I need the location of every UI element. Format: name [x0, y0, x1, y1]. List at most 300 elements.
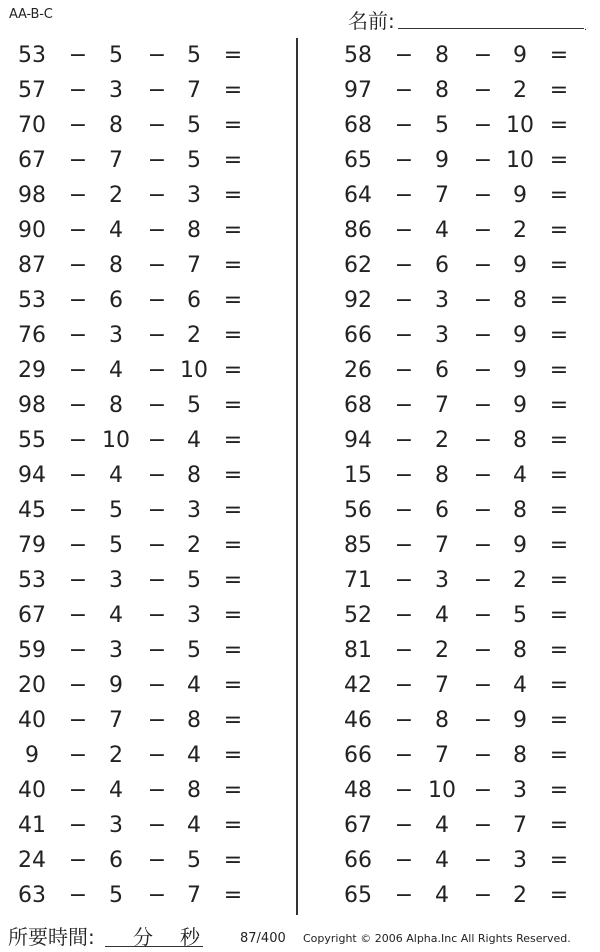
minus-sign: −: [147, 323, 167, 348]
minus-sign: −: [147, 358, 167, 383]
equals-sign: =: [549, 218, 569, 243]
operand: 5: [187, 43, 201, 68]
problem-row: [336, 633, 576, 668]
operand: 46: [344, 708, 372, 733]
equals-sign: =: [549, 113, 569, 138]
minus-sign: −: [394, 463, 414, 488]
operand: 7: [435, 533, 449, 558]
problem-row: [10, 283, 250, 318]
minus-sign: −: [473, 603, 493, 628]
equals-sign: =: [223, 253, 243, 278]
problem-row: [10, 143, 250, 178]
minus-sign: −: [147, 498, 167, 523]
minus-sign: −: [394, 148, 414, 173]
minus-sign: −: [394, 498, 414, 523]
operand: 2: [513, 78, 527, 103]
operand: 5: [187, 113, 201, 138]
minus-sign: −: [68, 78, 88, 103]
operand: 7: [109, 148, 123, 173]
operand: 9: [513, 533, 527, 558]
problem-row: [10, 213, 250, 248]
minus-sign: −: [147, 813, 167, 838]
equals-sign: =: [223, 358, 243, 383]
operand: 15: [344, 463, 372, 488]
problem-row: [10, 598, 250, 633]
problem-row: [336, 178, 576, 213]
problem-row: [336, 73, 576, 108]
minus-sign: −: [394, 43, 414, 68]
operand: 48: [344, 778, 372, 803]
minus-sign: −: [473, 253, 493, 278]
name-underline: [398, 28, 584, 29]
operand: 3: [435, 323, 449, 348]
minus-sign: −: [473, 43, 493, 68]
minus-sign: −: [147, 568, 167, 593]
operand: 2: [435, 638, 449, 663]
problem-row: [336, 108, 576, 143]
operand: 3: [513, 848, 527, 873]
operand: 55: [18, 428, 46, 453]
operand: 10: [428, 778, 456, 803]
equals-sign: =: [549, 603, 569, 628]
minus-sign: −: [68, 638, 88, 663]
minus-sign: −: [68, 358, 88, 383]
operand: 5: [187, 393, 201, 418]
equals-sign: =: [549, 638, 569, 663]
minus-sign: −: [394, 743, 414, 768]
operand: 10: [506, 148, 534, 173]
operand: 6: [435, 358, 449, 383]
operand: 3: [109, 568, 123, 593]
problem-row: [336, 388, 576, 423]
problem-row: [10, 458, 250, 493]
equals-sign: =: [549, 428, 569, 453]
operand: 42: [344, 673, 372, 698]
footer: [0, 918, 600, 952]
minus-sign: −: [68, 288, 88, 313]
equals-sign: =: [223, 638, 243, 663]
minus-sign: −: [147, 78, 167, 103]
equals-sign: =: [549, 883, 569, 908]
minus-sign: −: [473, 813, 493, 838]
problem-row: [336, 283, 576, 318]
operand: 26: [344, 358, 372, 383]
operand: 67: [18, 148, 46, 173]
operand: 8: [513, 498, 527, 523]
problem-row: [10, 703, 250, 738]
problem-row: [336, 458, 576, 493]
equals-sign: =: [549, 288, 569, 313]
operand: 8: [513, 428, 527, 453]
operand: 8: [187, 708, 201, 733]
operand: 9: [513, 43, 527, 68]
operand: 4: [435, 218, 449, 243]
operand: 40: [18, 778, 46, 803]
minus-sign: −: [473, 78, 493, 103]
minus-sign: −: [394, 568, 414, 593]
operand: 98: [18, 183, 46, 208]
equals-sign: =: [223, 183, 243, 208]
equals-sign: =: [223, 743, 243, 768]
minus-sign: −: [68, 463, 88, 488]
operand: 8: [109, 393, 123, 418]
minus-sign: −: [394, 533, 414, 558]
operand: 2: [513, 568, 527, 593]
minus-sign: −: [147, 428, 167, 453]
operand: 7: [435, 393, 449, 418]
minus-sign: −: [473, 778, 493, 803]
minus-sign: −: [394, 218, 414, 243]
minus-sign: −: [68, 148, 88, 173]
operand: 4: [109, 778, 123, 803]
operand: 7: [513, 813, 527, 838]
minus-sign: −: [147, 113, 167, 138]
operand: 5: [109, 498, 123, 523]
operand: 86: [344, 218, 372, 243]
operand: 7: [435, 673, 449, 698]
minus-sign: −: [473, 498, 493, 523]
problem-row: [10, 353, 250, 388]
operand: 5: [513, 603, 527, 628]
equals-sign: =: [223, 463, 243, 488]
problem-row: [10, 318, 250, 353]
minus-sign: −: [394, 183, 414, 208]
operand: 6: [435, 498, 449, 523]
problem-row: [10, 108, 250, 143]
equals-sign: =: [223, 708, 243, 733]
operand: 70: [18, 113, 46, 138]
problem-row: [336, 213, 576, 248]
operand: 8: [109, 113, 123, 138]
operand: 5: [109, 533, 123, 558]
problem-row: [10, 178, 250, 213]
equals-sign: =: [223, 568, 243, 593]
problem-row: [336, 738, 576, 773]
minus-sign: −: [473, 743, 493, 768]
minus-sign: −: [473, 393, 493, 418]
operand: 4: [435, 848, 449, 873]
operand: 9: [109, 673, 123, 698]
minus-sign: −: [147, 218, 167, 243]
equals-sign: =: [223, 78, 243, 103]
equals-sign: =: [549, 43, 569, 68]
problem-row: [10, 773, 250, 808]
operand: 40: [18, 708, 46, 733]
minus-sign: −: [394, 673, 414, 698]
operand: 20: [18, 673, 46, 698]
minus-sign: −: [147, 253, 167, 278]
operand: 8: [435, 78, 449, 103]
operand: 87: [18, 253, 46, 278]
problem-row: [336, 808, 576, 843]
equals-sign: =: [223, 218, 243, 243]
equals-sign: =: [549, 673, 569, 698]
column-divider: [296, 38, 298, 915]
problem-row: [336, 703, 576, 738]
problem-row: [336, 143, 576, 178]
operand: 66: [344, 743, 372, 768]
problem-row: [10, 388, 250, 423]
operand: 65: [344, 148, 372, 173]
name-label: 名前:: [348, 9, 395, 33]
operand: 8: [435, 708, 449, 733]
minus-sign: −: [68, 428, 88, 453]
operand: 4: [109, 603, 123, 628]
equals-sign: =: [549, 778, 569, 803]
operand: 2: [513, 218, 527, 243]
equals-sign: =: [549, 148, 569, 173]
minus-sign: −: [394, 358, 414, 383]
operand: 4: [435, 883, 449, 908]
operand: 24: [18, 848, 46, 873]
operand: 9: [513, 708, 527, 733]
operand: 90: [18, 218, 46, 243]
equals-sign: =: [223, 148, 243, 173]
minus-sign: −: [147, 883, 167, 908]
seconds-label: 秒: [180, 925, 200, 949]
minus-sign: −: [147, 288, 167, 313]
operand: 8: [435, 463, 449, 488]
problem-row: [10, 248, 250, 283]
operand: 2: [109, 183, 123, 208]
minus-sign: −: [68, 673, 88, 698]
operand: 85: [344, 533, 372, 558]
operand: 3: [435, 288, 449, 313]
operand: 3: [109, 813, 123, 838]
minus-sign: −: [147, 393, 167, 418]
operand: 5: [435, 113, 449, 138]
operand: 5: [187, 148, 201, 173]
problem-row: [10, 633, 250, 668]
operand: 68: [344, 113, 372, 138]
operand: 2: [513, 883, 527, 908]
minus-sign: −: [147, 848, 167, 873]
minus-sign: −: [68, 708, 88, 733]
operand: 3: [109, 323, 123, 348]
minus-sign: −: [394, 113, 414, 138]
operand: 9: [513, 183, 527, 208]
minus-sign: −: [68, 393, 88, 418]
operand: 9: [25, 743, 39, 768]
minus-sign: −: [68, 323, 88, 348]
operand: 3: [513, 778, 527, 803]
operand: 7: [435, 183, 449, 208]
equals-sign: =: [549, 78, 569, 103]
problem-row: [10, 843, 250, 878]
operand: 9: [513, 253, 527, 278]
operand: 68: [344, 393, 372, 418]
worksheet-code: AA-B-C: [9, 7, 53, 22]
operand: 8: [513, 288, 527, 313]
operand: 7: [435, 743, 449, 768]
operand: 2: [435, 428, 449, 453]
operand: 71: [344, 568, 372, 593]
operand: 4: [435, 813, 449, 838]
minus-sign: −: [68, 253, 88, 278]
problem-row: [336, 528, 576, 563]
operand: 3: [187, 603, 201, 628]
problem-row: [10, 38, 250, 73]
minus-sign: −: [68, 743, 88, 768]
minus-sign: −: [147, 673, 167, 698]
operand: 10: [102, 428, 130, 453]
minus-sign: −: [68, 778, 88, 803]
operand: 10: [180, 358, 208, 383]
operand: 98: [18, 393, 46, 418]
operand: 7: [187, 253, 201, 278]
problem-row: [10, 73, 250, 108]
operand: 8: [513, 743, 527, 768]
operand: 66: [344, 848, 372, 873]
problem-row: [336, 598, 576, 633]
minus-sign: −: [68, 603, 88, 628]
operand: 29: [18, 358, 46, 383]
name-end-mark: .: [584, 22, 588, 33]
minus-sign: −: [473, 113, 493, 138]
minus-sign: −: [394, 883, 414, 908]
time-required-label: 所要時間:: [8, 925, 95, 949]
minus-sign: −: [473, 323, 493, 348]
operand: 92: [344, 288, 372, 313]
minus-sign: −: [473, 358, 493, 383]
minus-sign: −: [394, 708, 414, 733]
operand: 4: [513, 673, 527, 698]
operand: 94: [344, 428, 372, 453]
problem-row: [10, 808, 250, 843]
problem-row: [336, 38, 576, 73]
minus-sign: −: [394, 603, 414, 628]
operand: 76: [18, 323, 46, 348]
minus-sign: −: [394, 638, 414, 663]
operand: 45: [18, 498, 46, 523]
equals-sign: =: [223, 848, 243, 873]
equals-sign: =: [223, 43, 243, 68]
minus-sign: −: [473, 428, 493, 453]
operand: 97: [344, 78, 372, 103]
equals-sign: =: [223, 673, 243, 698]
problem-row: [10, 528, 250, 563]
operand: 10: [506, 113, 534, 138]
operand: 59: [18, 638, 46, 663]
operand: 9: [513, 323, 527, 348]
operand: 3: [109, 78, 123, 103]
equals-sign: =: [223, 393, 243, 418]
problem-row: [336, 423, 576, 458]
minus-sign: −: [473, 533, 493, 558]
operand: 8: [513, 638, 527, 663]
problem-row: [10, 738, 250, 773]
minutes-label: 分: [133, 925, 153, 949]
operand: 3: [187, 183, 201, 208]
operand: 8: [109, 253, 123, 278]
minus-sign: −: [68, 883, 88, 908]
minus-sign: −: [147, 463, 167, 488]
operand: 5: [109, 883, 123, 908]
operand: 8: [187, 778, 201, 803]
equals-sign: =: [549, 533, 569, 558]
minus-sign: −: [473, 148, 493, 173]
minus-sign: −: [147, 533, 167, 558]
operand: 4: [109, 463, 123, 488]
minus-sign: −: [394, 288, 414, 313]
minus-sign: −: [473, 638, 493, 663]
operand: 9: [513, 358, 527, 383]
operand: 4: [513, 463, 527, 488]
problem-row: [336, 668, 576, 703]
copyright-text: Copyright © 2006 Alpha.Inc All Rights Reserved.: [303, 932, 571, 945]
problem-row: [336, 353, 576, 388]
equals-sign: =: [223, 323, 243, 348]
operand: 64: [344, 183, 372, 208]
operand: 5: [109, 43, 123, 68]
equals-sign: =: [223, 533, 243, 558]
equals-sign: =: [549, 323, 569, 348]
operand: 58: [344, 43, 372, 68]
operand: 7: [109, 708, 123, 733]
minus-sign: −: [68, 848, 88, 873]
problem-row: [10, 563, 250, 598]
minus-sign: −: [147, 183, 167, 208]
minus-sign: −: [473, 883, 493, 908]
minus-sign: −: [68, 113, 88, 138]
minus-sign: −: [473, 183, 493, 208]
minus-sign: −: [394, 428, 414, 453]
operand: 57: [18, 78, 46, 103]
minus-sign: −: [147, 708, 167, 733]
equals-sign: =: [223, 288, 243, 313]
operand: 81: [344, 638, 372, 663]
operand: 8: [187, 218, 201, 243]
minus-sign: −: [394, 323, 414, 348]
operand: 56: [344, 498, 372, 523]
operand: 79: [18, 533, 46, 558]
equals-sign: =: [549, 568, 569, 593]
equals-sign: =: [549, 708, 569, 733]
operand: 4: [187, 673, 201, 698]
equals-sign: =: [223, 813, 243, 838]
operand: 2: [187, 323, 201, 348]
equals-sign: =: [549, 498, 569, 523]
operand: 4: [187, 743, 201, 768]
operand: 9: [513, 393, 527, 418]
operand: 3: [435, 568, 449, 593]
operand: 6: [187, 288, 201, 313]
equals-sign: =: [223, 498, 243, 523]
equals-sign: =: [549, 253, 569, 278]
operand: 41: [18, 813, 46, 838]
operand: 94: [18, 463, 46, 488]
minus-sign: −: [68, 498, 88, 523]
minus-sign: −: [394, 778, 414, 803]
operand: 6: [109, 288, 123, 313]
problem-row: [10, 668, 250, 703]
operand: 4: [109, 218, 123, 243]
minus-sign: −: [394, 253, 414, 278]
operand: 5: [187, 848, 201, 873]
minus-sign: −: [473, 708, 493, 733]
operand: 53: [18, 288, 46, 313]
problem-row: [336, 773, 576, 808]
equals-sign: =: [549, 848, 569, 873]
minus-sign: −: [68, 218, 88, 243]
operand: 8: [187, 463, 201, 488]
equals-sign: =: [549, 463, 569, 488]
minus-sign: −: [147, 743, 167, 768]
minus-sign: −: [147, 603, 167, 628]
operand: 4: [435, 603, 449, 628]
equals-sign: =: [223, 113, 243, 138]
equals-sign: =: [549, 813, 569, 838]
